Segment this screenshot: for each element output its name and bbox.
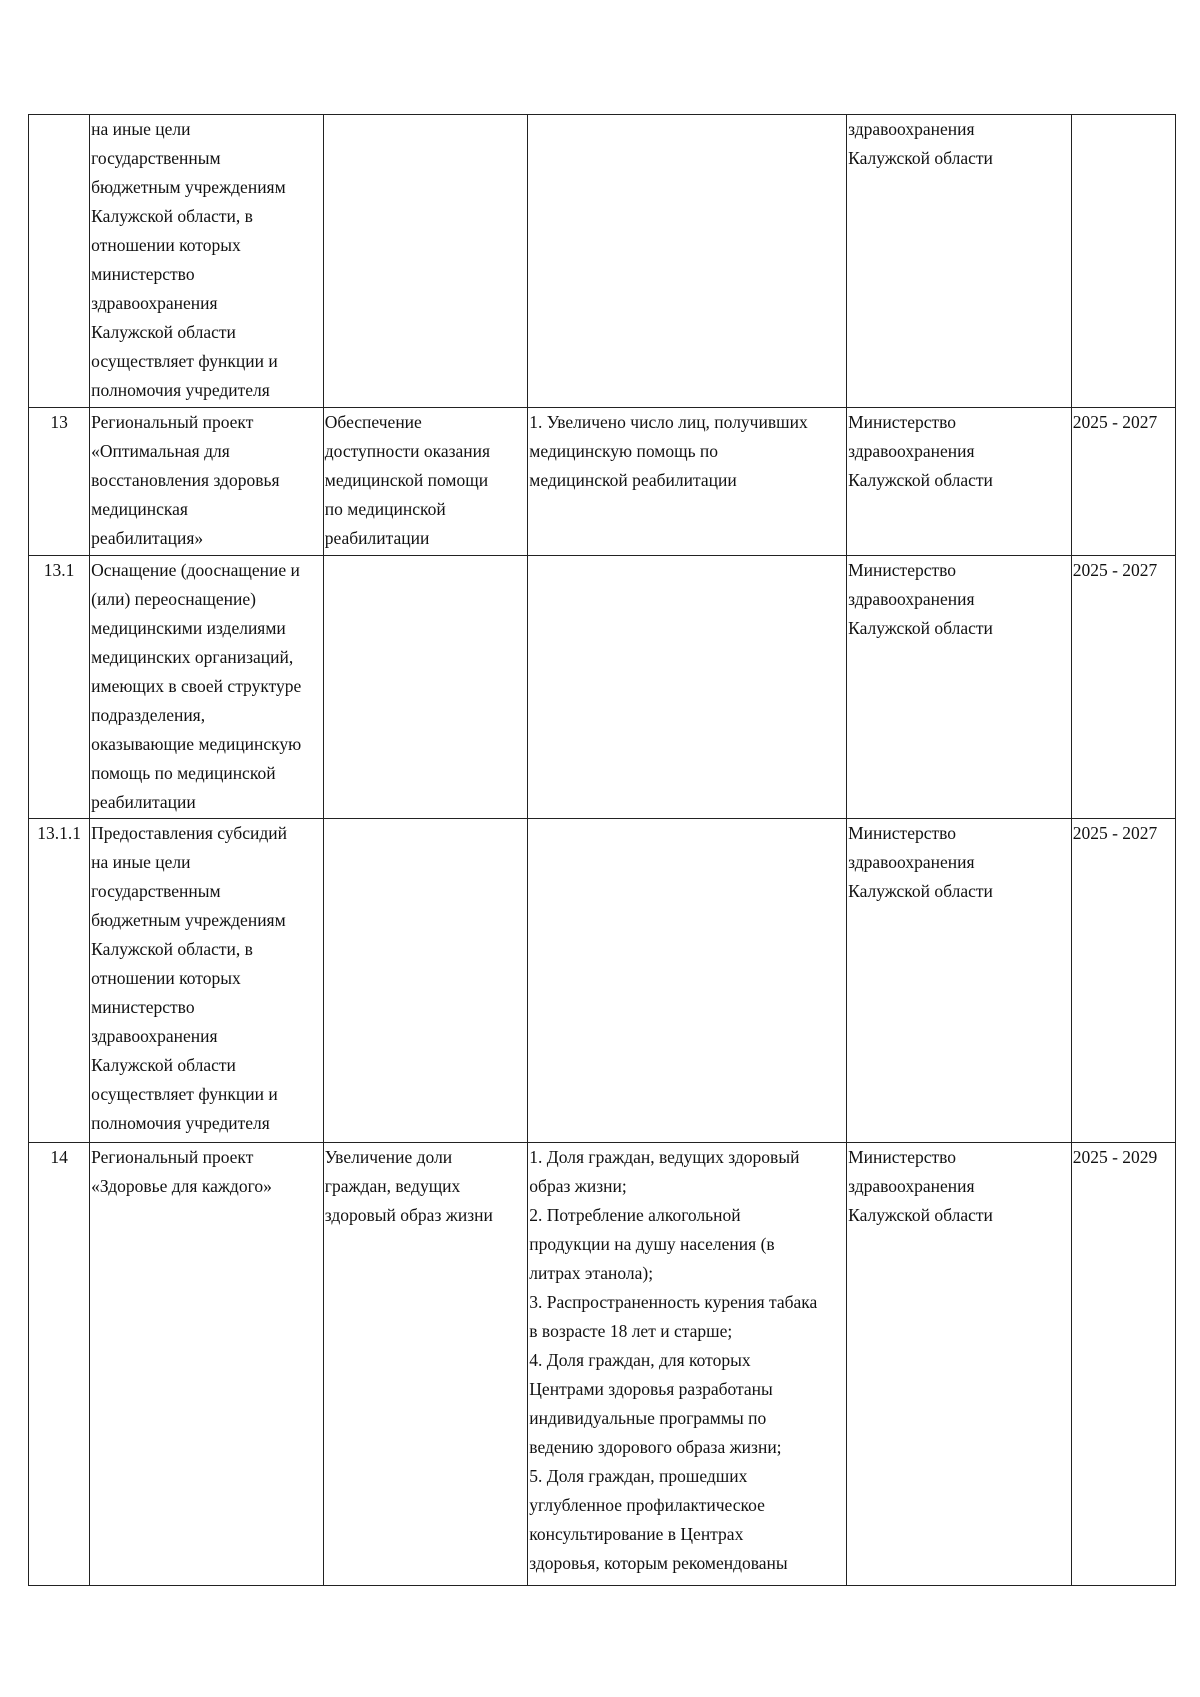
row-number: 13 [50,412,68,432]
table-row [29,819,1176,1143]
expected-results-line: 1. Доля граждан, ведущих здоровый [529,1147,800,1167]
responsible-executor-cell [847,408,1072,556]
implementation-period: 2025 - 2027 [1072,823,1158,843]
row-number-cell [29,1143,90,1586]
measure-name-line: медицинских организаций, [91,647,294,667]
expected-results-line: образ жизни; [529,1176,627,1196]
measure-name-line: (или) переоснащение) [91,589,256,609]
measure-name-line: бюджетным учреждениям [91,177,286,197]
expected-results-cell [528,556,847,819]
measure-name-line: государственным [91,881,221,901]
measure-name-line: оказывающие медицинскую [91,734,302,754]
responsible-executor-line: Калужской области [848,618,993,638]
measure-name-cell [90,556,324,819]
responsible-executor-line: Министерство [848,560,957,580]
program-table [28,114,1176,1586]
measure-name-line: Региональный проект [91,1147,254,1167]
row-number: 14 [50,1147,68,1167]
implementation-period-cell [1071,115,1175,408]
table-row [29,556,1176,819]
measure-name-line: реабилитация» [91,528,204,548]
responsible-executor-line: здравоохранения [848,119,975,139]
row-number-cell [29,115,90,408]
task-description-cell [323,115,528,408]
task-description-line: граждан, ведущих [324,1176,461,1196]
implementation-period: 2025 - 2027 [1072,560,1158,580]
measure-name-line: Оснащение (дооснащение и [91,560,300,580]
measure-name-line: полномочия учредителя [91,1113,270,1133]
measure-name-line: на иные цели [91,852,191,872]
expected-results-line: 3. Распространенность курения табака [529,1292,818,1312]
measure-name-line: отношении которых [91,235,241,255]
responsible-executor-line: здравоохранения [848,852,975,872]
implementation-period-cell [1071,819,1175,1143]
measure-name-line: Региональный проект [91,412,254,432]
expected-results-cell [528,819,847,1143]
task-description-cell [323,819,528,1143]
task-description-line: Обеспечение [324,412,422,432]
measure-name-line: медицинская [91,499,188,519]
measure-name-line: реабилитации [91,792,196,812]
measure-name-line: подразделения, [91,705,206,725]
implementation-period: 2025 - 2027 [1072,412,1158,432]
responsible-executor-cell [847,115,1072,408]
task-description-cell [323,408,528,556]
expected-results-line: индивидуальные программы по [529,1408,767,1428]
measure-name-line: полномочия учредителя [91,380,270,400]
implementation-period-cell [1071,1143,1175,1586]
expected-results-line: Центрами здоровья разработаны [529,1379,773,1399]
task-description-line: медицинской помощи [324,470,489,490]
responsible-executor-line: здравоохранения [848,589,975,609]
task-description-cell [323,556,528,819]
measure-name-line: Калужской области [91,322,236,342]
responsible-executor-cell [847,819,1072,1143]
implementation-period-cell [1071,556,1175,819]
task-description-line: доступности оказания [324,441,491,461]
responsible-executor-line: Калужской области [848,1205,993,1225]
measure-name-line: имеющих в своей структуре [91,676,302,696]
measure-name-line: Предоставления субсидий [91,823,287,843]
expected-results-line: 4. Доля граждан, для которых [529,1350,751,1370]
expected-results-line: 2. Потребление алкогольной [529,1205,741,1225]
measure-name-line: министерство [91,997,195,1017]
task-description-line: реабилитации [324,528,430,548]
task-description-line: по медицинской [324,499,446,519]
measure-name-line: министерство [91,264,195,284]
measure-name-line: «Здоровье для каждого» [91,1176,272,1196]
responsible-executor-line: Калужской области [848,881,993,901]
expected-results-cell [528,408,847,556]
responsible-executor-cell [847,556,1072,819]
measure-name-line: отношении которых [91,968,241,988]
row-number: 13.1.1 [37,823,81,843]
table-row [29,1143,1176,1586]
measure-name-line: государственным [91,148,221,168]
expected-results-line: продукции на душу населения (в [529,1234,775,1254]
expected-results-cell [528,1143,847,1586]
measure-name-line: Калужской области, в [91,939,253,959]
row-number-cell [29,556,90,819]
measure-name-line: осуществляет функции и [91,1084,278,1104]
row-number-cell [29,819,90,1143]
expected-results-line: углубленное профилактическое [529,1495,765,1515]
expected-results-line: в возрасте 18 лет и старше; [529,1321,733,1341]
expected-results-line: литрах этанола); [529,1263,654,1283]
table-row [29,115,1176,408]
measure-name-line: осуществляет функции и [91,351,278,371]
row-number-cell [29,408,90,556]
measure-name-line: на иные цели [91,119,191,139]
expected-results-line: ведению здорового образа жизни; [529,1437,782,1457]
implementation-period: 2025 - 2029 [1072,1147,1158,1167]
measure-name-line: восстановления здоровья [91,470,280,490]
expected-results-cell [528,115,847,408]
measure-name-line: Калужской области [91,1055,236,1075]
measure-name-line: Калужской области, в [91,206,253,226]
responsible-executor-line: Министерство [848,823,957,843]
responsible-executor-line: здравоохранения [848,1176,975,1196]
table-row [29,408,1176,556]
measure-name-line: здравоохранения [91,293,218,313]
responsible-executor-line: Министерство [848,412,957,432]
measure-name-line: помощь по медицинской [91,763,276,783]
responsible-executor-cell [847,1143,1072,1586]
task-description-cell [323,1143,528,1586]
expected-results-line: 5. Доля граждан, прошедших [529,1466,748,1486]
measure-name-line: бюджетным учреждениям [91,910,286,930]
expected-results-line: 1. Увеличено число лиц, получивших [529,412,808,432]
responsible-executor-line: Калужской области [848,470,993,490]
measure-name-line: здравоохранения [91,1026,218,1046]
measure-name-line: медицинскими изделиями [91,618,286,638]
task-description-line: Увеличение доли [324,1147,453,1167]
measure-name-cell [90,408,324,556]
expected-results-line: медицинскую помощь по [529,441,719,461]
measure-name-cell [90,819,324,1143]
measure-name-cell [90,1143,324,1586]
expected-results-line: медицинской реабилитации [529,470,737,490]
row-number: 13.1 [43,560,75,580]
measure-name-cell [90,115,324,408]
responsible-executor-line: здравоохранения [848,441,975,461]
task-description-line: здоровый образ жизни [324,1205,493,1225]
responsible-executor-line: Калужской области [848,148,993,168]
measure-name-line: «Оптимальная для [91,441,230,461]
expected-results-line: консультирование в Центрах [529,1524,744,1544]
responsible-executor-line: Министерство [848,1147,957,1167]
implementation-period-cell [1071,408,1175,556]
expected-results-line: здоровья, которым рекомендованы [529,1553,788,1573]
